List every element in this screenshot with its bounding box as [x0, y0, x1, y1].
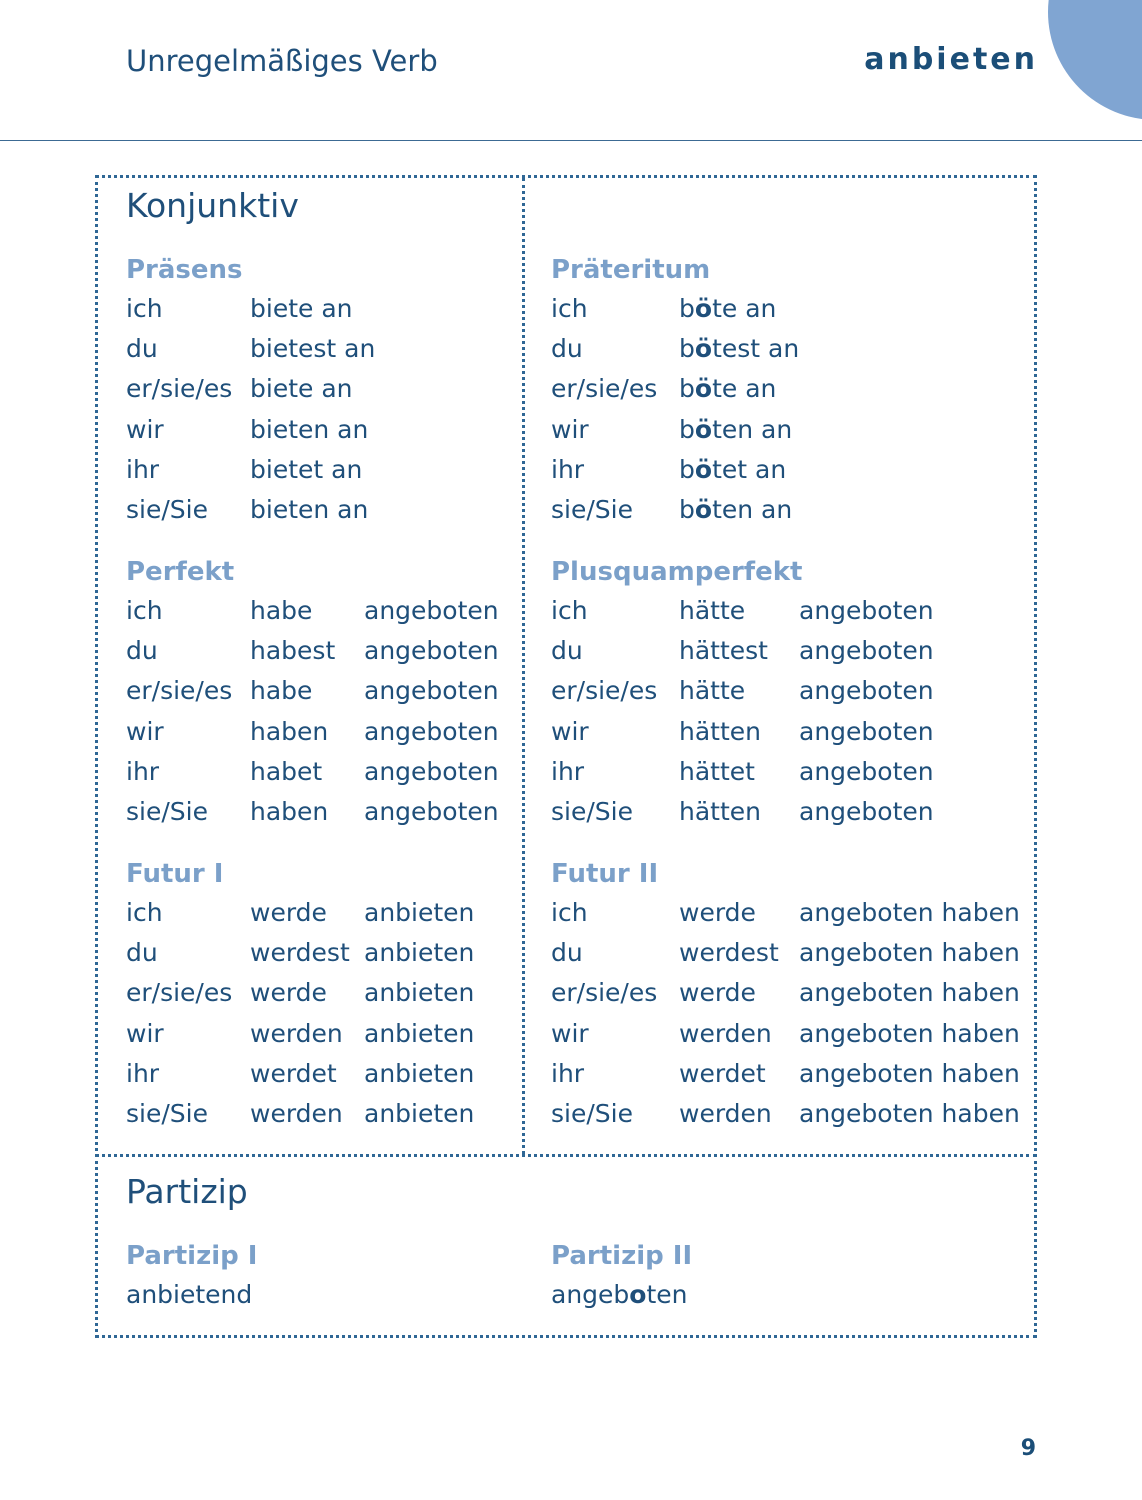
pronoun: wir — [551, 414, 589, 444]
participle: angeboten — [799, 596, 934, 625]
conjugation-row — [551, 490, 793, 530]
conjugation-row — [126, 893, 475, 933]
verb-form: böten an — [679, 494, 793, 524]
auxiliary-verb: haben — [250, 716, 329, 746]
auxiliary-verb: werden — [679, 1018, 772, 1048]
auxiliary-verb: hättet — [679, 756, 755, 786]
conjugation-row — [551, 792, 934, 832]
pronoun: ihr — [126, 454, 160, 484]
participle: angeboten haben — [799, 978, 1020, 1008]
partizip-2-block — [551, 1237, 692, 1315]
column-divider — [522, 178, 525, 1154]
pronoun: wir — [126, 1018, 164, 1048]
pronoun: wir — [126, 716, 164, 746]
tense-block-plusquamperfekt — [551, 553, 934, 832]
conjugation-row — [126, 933, 475, 973]
pronoun: du — [126, 636, 158, 666]
pronoun: du — [551, 938, 583, 968]
conjugation-row — [126, 410, 369, 450]
tense-title: Partizip I — [126, 1241, 258, 1271]
auxiliary-verb: habe — [250, 596, 313, 625]
conjugation-row — [126, 490, 369, 530]
pronoun: er/sie/es — [551, 374, 658, 404]
conjugation-row — [126, 631, 499, 671]
infinitive: anbieten — [364, 938, 475, 968]
pronoun: ihr — [551, 1058, 585, 1088]
participle: angeboten — [799, 716, 934, 746]
participle: angeboten — [364, 636, 499, 666]
participle: angeboten — [364, 596, 499, 625]
conjugation-row — [126, 1054, 475, 1094]
auxiliary-verb: hättest — [679, 636, 768, 666]
auxiliary-verb: werden — [250, 1098, 343, 1128]
pronoun: ihr — [551, 756, 585, 786]
vowel-change-highlight: ö — [694, 374, 713, 404]
pronoun: er/sie/es — [126, 676, 233, 706]
auxiliary-verb: hätte — [679, 596, 746, 625]
partizip-1-value: anbietend — [126, 1280, 253, 1309]
conjugation-row — [126, 369, 353, 409]
pronoun: er/sie/es — [551, 978, 658, 1008]
verb-form: bietest an — [250, 334, 376, 364]
tense-block-perfekt — [126, 553, 499, 832]
infinitive: anbieten — [364, 1018, 475, 1048]
auxiliary-verb: habet — [250, 756, 323, 786]
pronoun: sie/Sie — [551, 494, 633, 524]
pronoun: sie/Sie — [551, 796, 633, 826]
conjugation-row — [551, 671, 934, 711]
conjugation-row — [551, 329, 800, 369]
participle: angeboten — [799, 676, 934, 706]
conjugation-row — [551, 933, 1020, 973]
verb-category: Unregelmäßiges Verb — [126, 44, 438, 78]
auxiliary-verb: werden — [679, 1098, 772, 1128]
tense-block-praesens — [126, 251, 376, 530]
tense-title: Futur I — [126, 859, 224, 889]
conjugation-row — [551, 973, 1020, 1013]
conjugation-row — [126, 591, 499, 631]
conjugation-row — [551, 450, 787, 490]
conjugation-row — [126, 1014, 475, 1054]
pronoun: ich — [126, 596, 163, 625]
conjugation-row — [126, 671, 499, 711]
verb-form: bötest an — [679, 334, 800, 364]
pronoun: er/sie/es — [551, 676, 658, 706]
pronoun: ich — [551, 294, 588, 323]
conjugation-row — [126, 712, 499, 752]
section-title-konjunktiv: Konjunktiv — [126, 186, 299, 225]
infinitive: anbieten — [364, 1098, 475, 1128]
verb-form: böten an — [679, 414, 793, 444]
auxiliary-verb: werdet — [679, 1058, 766, 1088]
conjugation-row — [551, 289, 777, 329]
pronoun: er/sie/es — [126, 978, 233, 1008]
conjugation-row — [551, 410, 793, 450]
infinitive: anbieten — [364, 1058, 475, 1088]
partizip-2-value: angeboten — [551, 1280, 688, 1309]
verb-form: bietet an — [250, 454, 363, 484]
pronoun: wir — [551, 1018, 589, 1048]
conjugation-row — [126, 1094, 475, 1134]
pronoun: sie/Sie — [551, 1098, 633, 1128]
vowel-change-highlight: ö — [694, 414, 713, 444]
conjugation-row — [126, 450, 363, 490]
participle: angeboten — [364, 796, 499, 826]
conjugation-row — [551, 1014, 1020, 1054]
participle: angeboten — [364, 676, 499, 706]
verb-form: böte an — [679, 294, 777, 323]
page-number: 9 — [1020, 1436, 1036, 1461]
tense-title: Präsens — [126, 255, 243, 285]
conjugation-row — [126, 289, 353, 329]
auxiliary-verb: hätte — [679, 676, 746, 706]
auxiliary-verb: werdet — [250, 1058, 337, 1088]
auxiliary-verb: werdest — [679, 938, 779, 968]
tense-title: Plusquamperfekt — [551, 557, 803, 587]
auxiliary-verb: hätten — [679, 716, 761, 746]
pronoun: du — [126, 334, 158, 364]
conjugation-row — [551, 369, 777, 409]
participle: angeboten haben — [799, 898, 1020, 927]
pronoun: sie/Sie — [126, 494, 208, 524]
auxiliary-verb: haben — [250, 796, 329, 826]
infinitive: anbieten — [364, 898, 475, 927]
participle: angeboten — [799, 756, 934, 786]
auxiliary-verb: werde — [679, 978, 756, 1008]
tense-title: Präteritum — [551, 255, 711, 285]
auxiliary-verb: werdest — [250, 938, 350, 968]
auxiliary-verb: werde — [679, 898, 756, 927]
auxiliary-verb: werde — [250, 978, 327, 1008]
vowel-change-highlight: ö — [694, 334, 713, 364]
participle: angeboten haben — [799, 1098, 1020, 1128]
pronoun: ich — [551, 898, 588, 927]
auxiliary-verb: werden — [250, 1018, 343, 1048]
auxiliary-verb: hätten — [679, 796, 761, 826]
pronoun: wir — [126, 414, 164, 444]
participle: angeboten — [364, 716, 499, 746]
verb-form: bieten an — [250, 414, 369, 444]
pronoun: du — [551, 636, 583, 666]
auxiliary-verb: habest — [250, 636, 336, 666]
vowel-change-highlight: ö — [694, 454, 713, 484]
verb-form: biete an — [250, 294, 353, 323]
pronoun: wir — [551, 716, 589, 746]
conjugation-row — [551, 1094, 1020, 1134]
participle: angeboten haben — [799, 1058, 1020, 1088]
vowel-change-highlight: ö — [694, 294, 713, 323]
verb-headword: anbieten — [864, 42, 1038, 77]
conjugation-row — [551, 712, 934, 752]
participle: angeboten haben — [799, 1018, 1020, 1048]
pronoun: ich — [126, 898, 163, 927]
conjugation-row — [551, 893, 1020, 933]
conjugation-row — [126, 752, 499, 792]
conjugation-row — [551, 631, 934, 671]
tense-block-praeteritum — [551, 251, 800, 530]
conjugation-row — [551, 591, 934, 631]
pronoun: ihr — [551, 454, 585, 484]
participle: angeboten haben — [799, 938, 1020, 968]
pronoun: er/sie/es — [126, 374, 233, 404]
section-title-partizip: Partizip — [126, 1172, 248, 1211]
verb-form: bieten an — [250, 494, 369, 524]
vowel-change-highlight: o — [629, 1280, 647, 1309]
pronoun: sie/Sie — [126, 1098, 208, 1128]
corner-tab-circle — [1048, 0, 1142, 120]
tense-title: Perfekt — [126, 557, 235, 587]
pronoun: ihr — [126, 1058, 160, 1088]
conjugation-row — [551, 752, 934, 792]
conjugation-row — [126, 973, 475, 1013]
auxiliary-verb: werde — [250, 898, 327, 927]
pronoun: ich — [126, 294, 163, 323]
infinitive: anbieten — [364, 978, 475, 1008]
pronoun: du — [551, 334, 583, 364]
pronoun: ihr — [126, 756, 160, 786]
header-divider — [0, 140, 1142, 141]
participle: angeboten — [364, 756, 499, 786]
pronoun: ich — [551, 596, 588, 625]
vowel-change-highlight: ö — [694, 494, 713, 524]
participle: angeboten — [799, 796, 934, 826]
pronoun: sie/Sie — [126, 796, 208, 826]
auxiliary-verb: habe — [250, 676, 313, 706]
verb-form: böte an — [679, 374, 777, 404]
conjugation-row — [126, 792, 499, 832]
tense-block-futur-1 — [126, 855, 475, 1134]
conjugation-row — [126, 329, 376, 369]
tense-block-futur-2 — [551, 855, 1020, 1134]
tense-title: Partizip II — [551, 1241, 693, 1271]
pronoun: du — [126, 938, 158, 968]
tense-title: Futur II — [551, 859, 659, 889]
verb-form: biete an — [250, 374, 353, 404]
verb-form: bötet an — [679, 454, 787, 484]
conjugation-row — [551, 1054, 1020, 1094]
participle: angeboten — [799, 636, 934, 666]
partizip-1-block — [126, 1237, 257, 1315]
